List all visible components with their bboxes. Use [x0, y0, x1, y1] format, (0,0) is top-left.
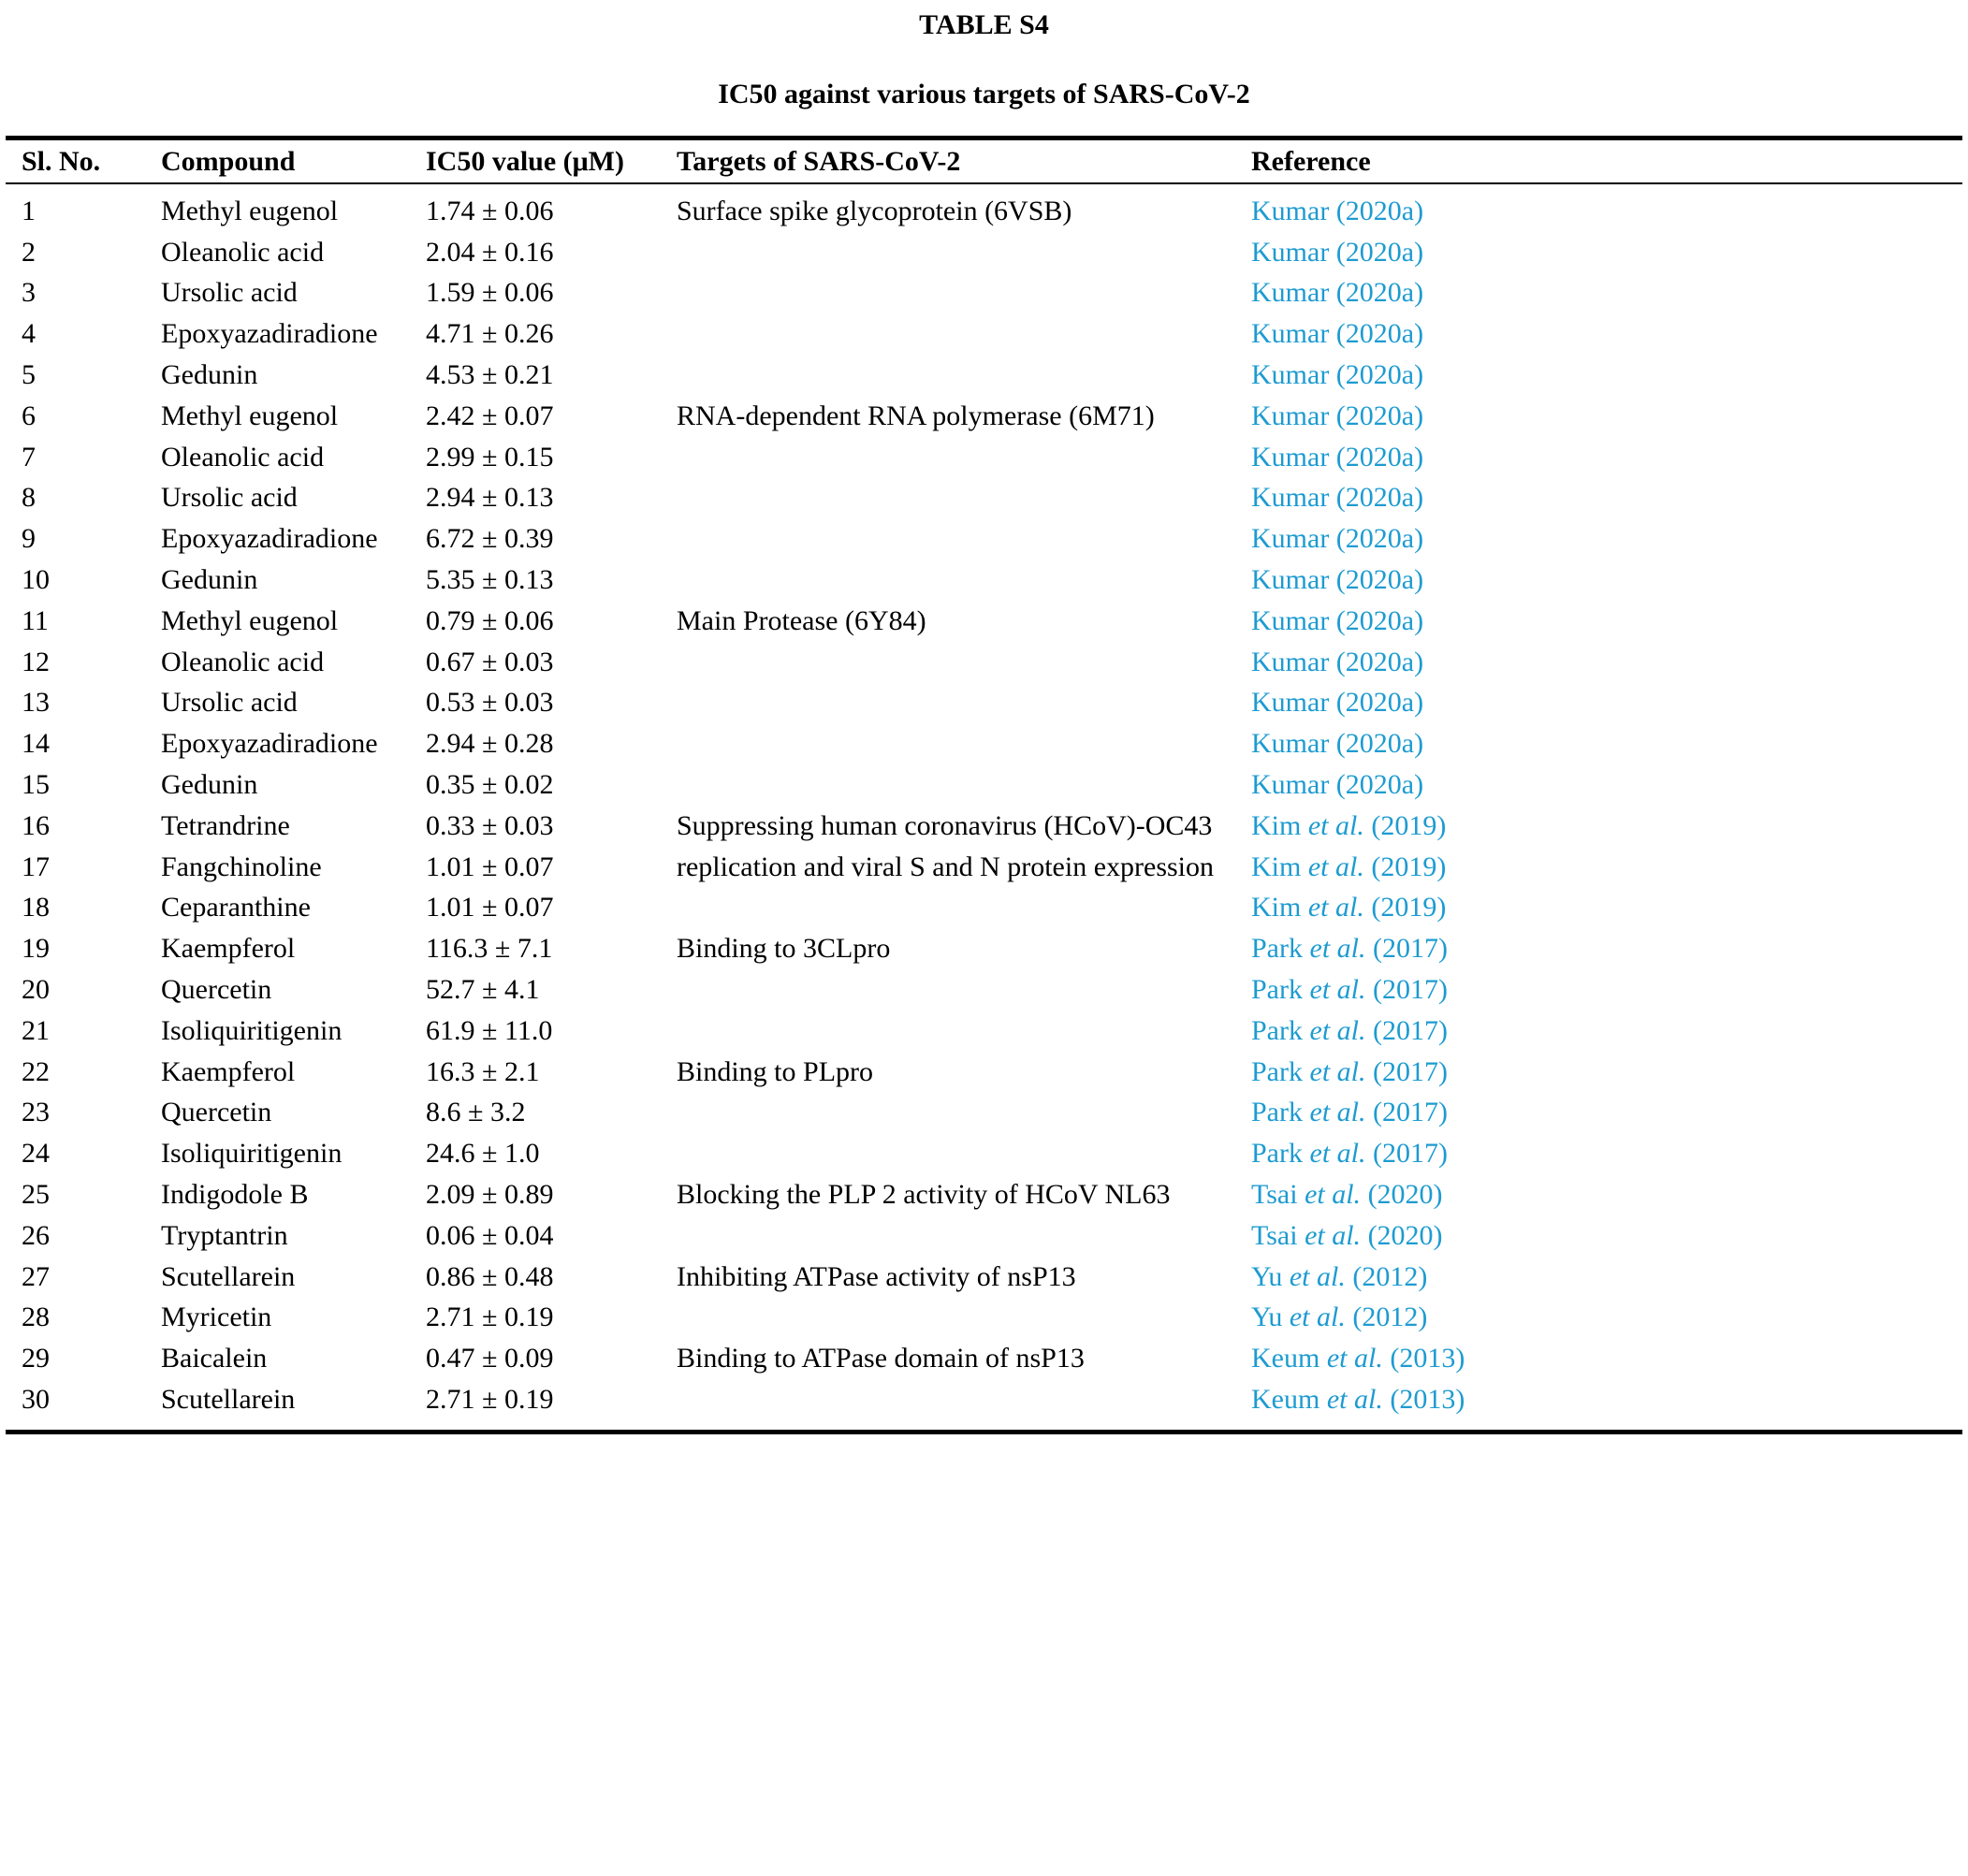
cell-reference-link[interactable] [1235, 851, 1962, 883]
reference-year: (2017) [1365, 1138, 1448, 1170]
cell-reference-link[interactable] [1235, 1261, 1962, 1293]
cell-compound: Kaempferol [161, 1055, 296, 1087]
cell-compound: Methyl eugenol [161, 400, 339, 431]
table-row [6, 437, 1962, 478]
cell-reference-link[interactable] [1235, 1138, 1962, 1170]
cell-sl-no: 7 [22, 441, 36, 473]
reference-text: Tsai [1251, 1219, 1305, 1251]
cell-sl-no: 15 [22, 769, 50, 801]
cell-compound: Kaempferol [161, 933, 296, 965]
cell-ic50: 4.71 ± 0.26 [426, 318, 554, 350]
cell-target: Binding to ATPase domain of nsP13 [677, 1343, 1085, 1374]
cell-compound: Gedunin [161, 359, 258, 391]
table-row [6, 928, 1962, 969]
reference-text: Kim [1251, 892, 1308, 923]
reference-text: Park [1251, 974, 1310, 1006]
cell-compound: Myricetin [161, 1302, 272, 1333]
reference-et-al: et al. [1309, 974, 1366, 1006]
cell-ic50: 2.42 ± 0.07 [426, 400, 554, 431]
cell-ic50: 2.94 ± 0.13 [426, 482, 554, 514]
cell-target: Blocking the PLP 2 activity of HCoV NL63 [677, 1179, 1171, 1211]
reference-text: Kumar (2020a) [1251, 646, 1424, 677]
table-row [6, 232, 1962, 273]
reference-et-al: et al. [1305, 1179, 1362, 1211]
reference-text: Kumar (2020a) [1251, 359, 1424, 391]
cell-reference-link[interactable] [1235, 769, 1962, 801]
cell-sl-no: 16 [22, 809, 50, 841]
cell-sl-no: 18 [22, 892, 50, 923]
reference-et-al: et al. [1305, 1219, 1362, 1251]
reference-text: Kumar (2020a) [1251, 604, 1424, 636]
cell-sl-no: 4 [22, 318, 36, 350]
table-row [6, 1379, 1962, 1420]
cell-compound: Indigodole B [161, 1179, 309, 1211]
table-row [6, 1298, 1962, 1339]
cell-sl-no: 9 [22, 523, 36, 555]
cell-reference-link[interactable] [1235, 1220, 1962, 1252]
cell-ic50: 0.33 ± 0.03 [426, 809, 554, 841]
reference-text: Kumar (2020a) [1251, 318, 1424, 350]
ic50-table [6, 136, 1962, 1434]
cell-sl-no: 5 [22, 359, 36, 391]
reference-text: Kumar (2020a) [1251, 769, 1424, 801]
cell-ic50: 0.79 ± 0.06 [426, 604, 554, 636]
cell-sl-no: 25 [22, 1179, 50, 1211]
cell-compound: Oleanolic acid [161, 441, 325, 473]
reference-year: (2013) [1382, 1384, 1465, 1415]
cell-target: Suppressing human coronavirus (HCoV)-OC43 [677, 809, 1213, 841]
cell-target: Binding to PLpro [677, 1055, 874, 1087]
cell-reference-link[interactable] [1235, 318, 1962, 350]
cell-sl-no: 23 [22, 1097, 50, 1128]
table-row [6, 518, 1962, 560]
cell-reference-link[interactable] [1235, 564, 1962, 596]
column-header-ic50: IC50 value (μM) [426, 145, 624, 177]
cell-sl-no: 6 [22, 400, 36, 431]
cell-reference-link[interactable] [1235, 442, 1962, 473]
table-subtitle: IC50 against various targets of SARS-CoV-2 [718, 79, 1250, 109]
cell-reference-link[interactable] [1235, 728, 1962, 760]
reference-text: Yu [1251, 1302, 1290, 1333]
cell-sl-no: 21 [22, 1014, 50, 1046]
cell-target: Surface spike glycoprotein (6VSB) [677, 195, 1072, 226]
table-row [6, 396, 1962, 437]
cell-ic50: 116.3 ± 7.1 [426, 933, 553, 965]
column-header-compound: Compound [161, 145, 296, 177]
cell-reference-link[interactable] [1235, 277, 1962, 309]
reference-text: Keum [1251, 1384, 1327, 1415]
reference-et-al: et al. [1309, 1055, 1366, 1087]
reference-year: (2012) [1345, 1302, 1428, 1333]
table-row [6, 1215, 1962, 1257]
reference-text: Park [1251, 933, 1310, 965]
cell-ic50: 1.59 ± 0.06 [426, 277, 554, 309]
cell-sl-no: 19 [22, 933, 50, 965]
cell-reference-link[interactable] [1235, 1179, 1962, 1211]
cell-ic50: 2.09 ± 0.89 [426, 1179, 554, 1211]
table-row [6, 560, 1962, 601]
table-row [6, 888, 1962, 929]
cell-sl-no: 28 [22, 1302, 50, 1333]
cell-compound: Scutellarein [161, 1260, 296, 1292]
cell-compound: Baicalein [161, 1343, 268, 1374]
cell-sl-no: 30 [22, 1384, 50, 1415]
cell-compound: Isoliquiritigenin [161, 1138, 343, 1170]
cell-reference-link[interactable] [1235, 1097, 1962, 1128]
cell-reference-link[interactable] [1235, 1056, 1962, 1088]
reference-et-al: et al. [1309, 1138, 1366, 1170]
cell-target: Main Protease (6Y84) [677, 604, 926, 636]
cell-ic50: 52.7 ± 4.1 [426, 974, 540, 1006]
table-row [6, 806, 1962, 847]
reference-year: (2017) [1365, 933, 1448, 965]
cell-ic50: 4.53 ± 0.21 [426, 359, 554, 391]
reference-text: Keum [1251, 1343, 1327, 1374]
cell-reference-link[interactable] [1235, 974, 1962, 1006]
table-row [6, 601, 1962, 642]
table-row [6, 723, 1962, 764]
cell-sl-no: 24 [22, 1138, 50, 1170]
reference-text: Park [1251, 1097, 1310, 1128]
table-row [6, 683, 1962, 724]
cell-compound: Quercetin [161, 974, 272, 1006]
cell-reference-link[interactable] [1235, 892, 1962, 923]
cell-reference-link[interactable] [1235, 523, 1962, 555]
cell-ic50: 2.71 ± 0.19 [426, 1384, 554, 1415]
cell-compound: Methyl eugenol [161, 604, 339, 636]
cell-ic50: 1.01 ± 0.07 [426, 851, 554, 882]
cell-sl-no: 2 [22, 236, 36, 268]
reference-et-al: et al. [1309, 1014, 1366, 1046]
cell-sl-no: 13 [22, 687, 50, 719]
cell-reference-link[interactable] [1235, 400, 1962, 432]
table-row [6, 1093, 1962, 1134]
table-body [6, 184, 1962, 1430]
cell-reference-link[interactable] [1235, 1384, 1962, 1416]
table-row [6, 847, 1962, 888]
cell-ic50: 0.47 ± 0.09 [426, 1343, 554, 1374]
cell-ic50: 8.6 ± 3.2 [426, 1097, 526, 1128]
cell-compound: Oleanolic acid [161, 236, 325, 268]
reference-et-al: et al. [1309, 1097, 1366, 1128]
cell-ic50: 5.35 ± 0.13 [426, 564, 554, 596]
reference-text: Park [1251, 1138, 1310, 1170]
cell-ic50: 0.86 ± 0.48 [426, 1260, 554, 1292]
cell-compound: Quercetin [161, 1097, 272, 1128]
cell-sl-no: 3 [22, 277, 36, 309]
cell-ic50: 0.35 ± 0.02 [426, 769, 554, 801]
cell-ic50: 2.94 ± 0.28 [426, 728, 554, 760]
cell-sl-no: 29 [22, 1343, 50, 1374]
column-header-targets: Targets of SARS-CoV-2 [677, 145, 961, 177]
reference-et-al: et al. [1307, 892, 1364, 923]
table-row [6, 191, 1962, 232]
cell-sl-no: 10 [22, 564, 50, 596]
cell-reference-link[interactable] [1235, 687, 1962, 719]
table-row [6, 313, 1962, 355]
reference-text: Kumar (2020a) [1251, 687, 1424, 719]
reference-year: (2017) [1365, 1014, 1448, 1046]
cell-sl-no: 20 [22, 974, 50, 1006]
cell-target: Inhibiting ATPase activity of nsP13 [677, 1260, 1076, 1292]
reference-text: Kumar (2020a) [1251, 277, 1424, 309]
reference-et-al: et al. [1289, 1260, 1346, 1292]
cell-reference-link[interactable] [1235, 1302, 1962, 1333]
cell-sl-no: 11 [22, 604, 49, 636]
reference-text: Park [1251, 1014, 1310, 1046]
cell-compound: Oleanolic acid [161, 646, 325, 677]
reference-text: Kim [1251, 809, 1308, 841]
table-title: TABLE S4 [919, 9, 1049, 40]
cell-ic50: 6.72 ± 0.39 [426, 523, 554, 555]
cell-sl-no: 14 [22, 728, 50, 760]
reference-text: Kumar (2020a) [1251, 400, 1424, 431]
cell-sl-no: 26 [22, 1219, 50, 1251]
reference-year: (2019) [1363, 809, 1447, 841]
cell-compound: Gedunin [161, 769, 258, 801]
cell-ic50: 0.53 ± 0.03 [426, 687, 554, 719]
cell-ic50: 0.06 ± 0.04 [426, 1219, 554, 1251]
cell-sl-no: 17 [22, 851, 50, 882]
reference-year: (2017) [1365, 974, 1448, 1006]
cell-reference-link[interactable] [1235, 1343, 1962, 1374]
reference-year: (2019) [1363, 892, 1447, 923]
cell-ic50: 2.71 ± 0.19 [426, 1302, 554, 1333]
table-header-row [6, 140, 1962, 184]
cell-compound: Ursolic acid [161, 687, 298, 719]
cell-target: Binding to 3CLpro [677, 933, 891, 965]
cell-reference-link[interactable] [1235, 933, 1962, 965]
cell-compound: Gedunin [161, 564, 258, 596]
reference-text: Kim [1251, 851, 1308, 882]
cell-ic50: 61.9 ± 11.0 [426, 1014, 553, 1046]
table-row [6, 642, 1962, 683]
reference-text: Kumar (2020a) [1251, 523, 1424, 555]
reference-et-al: et al. [1289, 1302, 1346, 1333]
cell-compound: Ceparanthine [161, 892, 311, 923]
table-row [6, 1011, 1962, 1052]
table-row [6, 1133, 1962, 1174]
cell-target: replication and viral S and N protein expression [677, 851, 1215, 882]
cell-reference-link[interactable] [1235, 482, 1962, 514]
cell-reference-link[interactable] [1235, 1015, 1962, 1047]
table-row [6, 478, 1962, 519]
cell-compound: Fangchinoline [161, 851, 322, 882]
cell-sl-no: 12 [22, 646, 50, 677]
reference-year: (2020) [1361, 1179, 1443, 1211]
reference-text: Kumar (2020a) [1251, 195, 1424, 226]
cell-sl-no: 22 [22, 1055, 50, 1087]
cell-sl-no: 8 [22, 482, 36, 514]
cell-ic50: 1.01 ± 0.07 [426, 892, 554, 923]
reference-year: (2017) [1365, 1055, 1448, 1087]
cell-ic50: 24.6 ± 1.0 [426, 1138, 540, 1170]
reference-et-al: et al. [1326, 1343, 1383, 1374]
cell-compound: Tryptantrin [161, 1219, 288, 1251]
reference-text: Kumar (2020a) [1251, 236, 1424, 268]
reference-text: Kumar (2020a) [1251, 482, 1424, 514]
reference-year: (2013) [1382, 1343, 1465, 1374]
cell-reference-link[interactable] [1235, 359, 1962, 391]
table-row [6, 1174, 1962, 1215]
reference-text: Kumar (2020a) [1251, 728, 1424, 760]
reference-year: (2012) [1345, 1260, 1428, 1292]
cell-reference-link[interactable] [1235, 237, 1962, 269]
table-row [6, 764, 1962, 806]
cell-compound: Tetrandrine [161, 809, 290, 841]
cell-compound: Methyl eugenol [161, 195, 339, 226]
cell-compound: Scutellarein [161, 1384, 296, 1415]
cell-reference-link[interactable] [1235, 810, 1962, 842]
table-row [6, 273, 1962, 314]
reference-text: Tsai [1251, 1179, 1305, 1211]
table-row [6, 1052, 1962, 1093]
table-row [6, 1257, 1962, 1298]
table-row [6, 1338, 1962, 1379]
table-row [6, 355, 1962, 396]
reference-text: Park [1251, 1055, 1310, 1087]
reference-text: Kumar (2020a) [1251, 441, 1424, 473]
reference-year: (2019) [1363, 851, 1447, 882]
reference-text: Yu [1251, 1260, 1290, 1292]
cell-ic50: 1.74 ± 0.06 [426, 195, 554, 226]
reference-et-al: et al. [1326, 1384, 1383, 1415]
cell-compound: Epoxyazadiradione [161, 318, 378, 350]
cell-compound: Epoxyazadiradione [161, 523, 378, 555]
reference-et-al: et al. [1307, 809, 1364, 841]
cell-compound: Isoliquiritigenin [161, 1014, 343, 1046]
cell-ic50: 16.3 ± 2.1 [426, 1055, 540, 1087]
reference-text: Kumar (2020a) [1251, 564, 1424, 596]
cell-ic50: 2.99 ± 0.15 [426, 441, 554, 473]
column-header-sl-no: Sl. No. [22, 145, 101, 177]
cell-reference-link[interactable] [1235, 605, 1962, 637]
cell-reference-link[interactable] [1235, 196, 1962, 227]
column-header-reference: Reference [1251, 145, 1371, 177]
cell-sl-no: 27 [22, 1260, 50, 1292]
cell-ic50: 0.67 ± 0.03 [426, 646, 554, 677]
reference-year: (2017) [1365, 1097, 1448, 1128]
reference-et-al: et al. [1307, 851, 1364, 882]
cell-sl-no: 1 [22, 195, 36, 226]
cell-compound: Epoxyazadiradione [161, 728, 378, 760]
table-row [6, 969, 1962, 1011]
reference-year: (2020) [1361, 1219, 1443, 1251]
cell-reference-link[interactable] [1235, 647, 1962, 678]
cell-compound: Ursolic acid [161, 482, 298, 514]
cell-compound: Ursolic acid [161, 277, 298, 309]
cell-target: RNA-dependent RNA polymerase (6M71) [677, 400, 1155, 431]
cell-ic50: 2.04 ± 0.16 [426, 236, 554, 268]
reference-et-al: et al. [1309, 933, 1366, 965]
